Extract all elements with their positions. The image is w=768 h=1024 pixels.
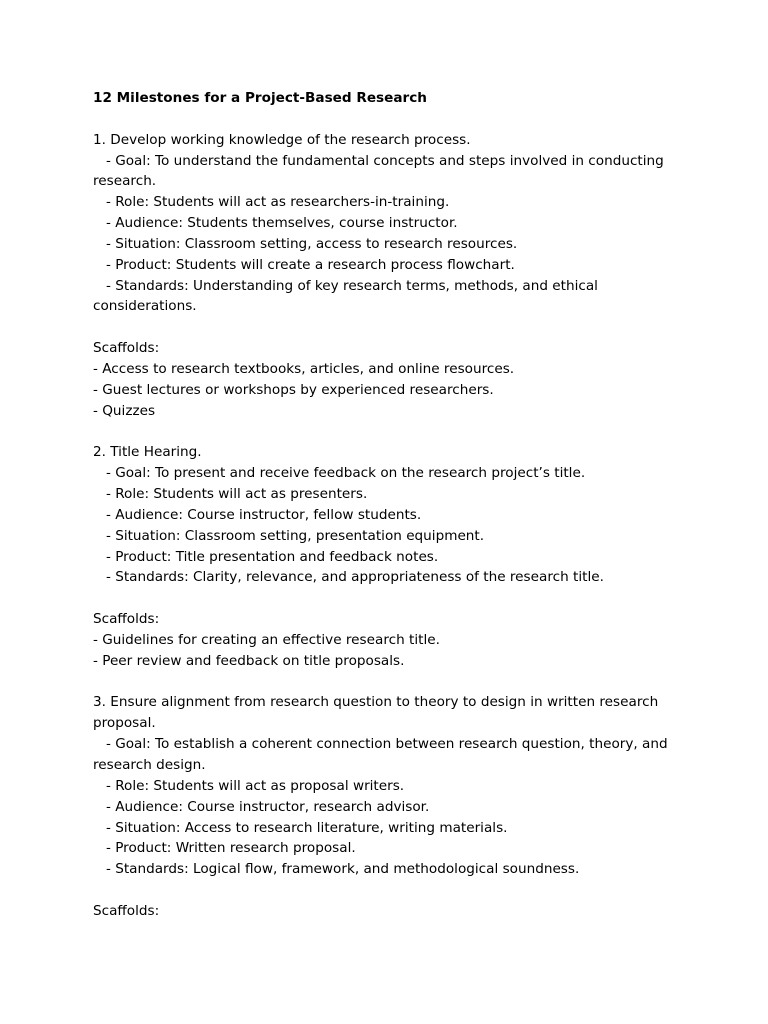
text-line: considerations. (93, 298, 197, 315)
text-line: - Standards: Clarity, relevance, and appropriateness of the research title. (93, 569, 604, 586)
text-line: - Goal: To understand the fundamental concepts and steps involved in conducting (93, 152, 664, 169)
text-line: 2. Title Hearing. (93, 444, 202, 461)
text-line: - Role: Students will act as researchers-in-training. (93, 194, 450, 211)
text-line: - Product: Written research proposal. (93, 840, 356, 857)
text-line: - Guest lectures or workshops by experienced researchers. (93, 381, 494, 398)
text-line: - Situation: Access to research literature, writing materials. (93, 819, 508, 836)
document-body (93, 109, 683, 922)
document-title: 12 Milestones for a Project-Based Research (93, 90, 427, 106)
blank-line (93, 317, 683, 338)
text-line: Scaffolds: (93, 611, 160, 628)
text-line: 1. Develop working knowledge of the research process. (93, 131, 471, 148)
text-line: - Situation: Classroom setting, presentation equipment. (93, 527, 485, 544)
text-line: - Audience: Course instructor, research advisor. (93, 798, 430, 815)
text-line: - Role: Students will act as proposal writers. (93, 777, 405, 794)
text-line: - Standards: Logical flow, framework, and methodological soundness. (93, 861, 580, 878)
document-page (93, 88, 683, 922)
text-line: - Goal: To establish a coherent connection between research question, theory, and (93, 736, 668, 753)
text-line: research. (93, 173, 157, 190)
text-line: - Quizzes (93, 402, 156, 419)
text-line: - Audience: Students themselves, course instructor. (93, 215, 458, 232)
text-line: proposal. (93, 715, 156, 732)
text-line: - Goal: To present and receive feedback on the research project’s title. (93, 465, 586, 482)
text-line: research design. (93, 757, 206, 773)
text-line: - Product: Students will create a research process flowchart. (93, 256, 515, 273)
text-line: - Role: Students will act as presenters. (93, 486, 368, 503)
text-line: - Situation: Classroom setting, access to research resources. (93, 235, 518, 252)
text-line: Scaffolds: (93, 340, 160, 357)
text-line: - Peer review and feedback on title proposals. (93, 652, 405, 669)
blank-line (93, 880, 683, 901)
blank-line (93, 109, 683, 130)
text-line: - Access to research textbooks, articles, and online resources. (93, 360, 515, 377)
text-line: - Product: Title presentation and feedback notes. (93, 548, 439, 565)
text-line: 3. Ensure alignment from research question to theory to design in written research (93, 694, 659, 711)
text-line: - Audience: Course instructor, fellow students. (93, 506, 422, 523)
text-line: Scaffolds: (93, 902, 160, 919)
blank-line (93, 422, 683, 443)
text-line: - Standards: Understanding of key research terms, methods, and ethical (93, 277, 598, 294)
blank-line (93, 672, 683, 693)
text-line: - Guidelines for creating an effective research title. (93, 631, 440, 648)
blank-line (93, 588, 683, 609)
